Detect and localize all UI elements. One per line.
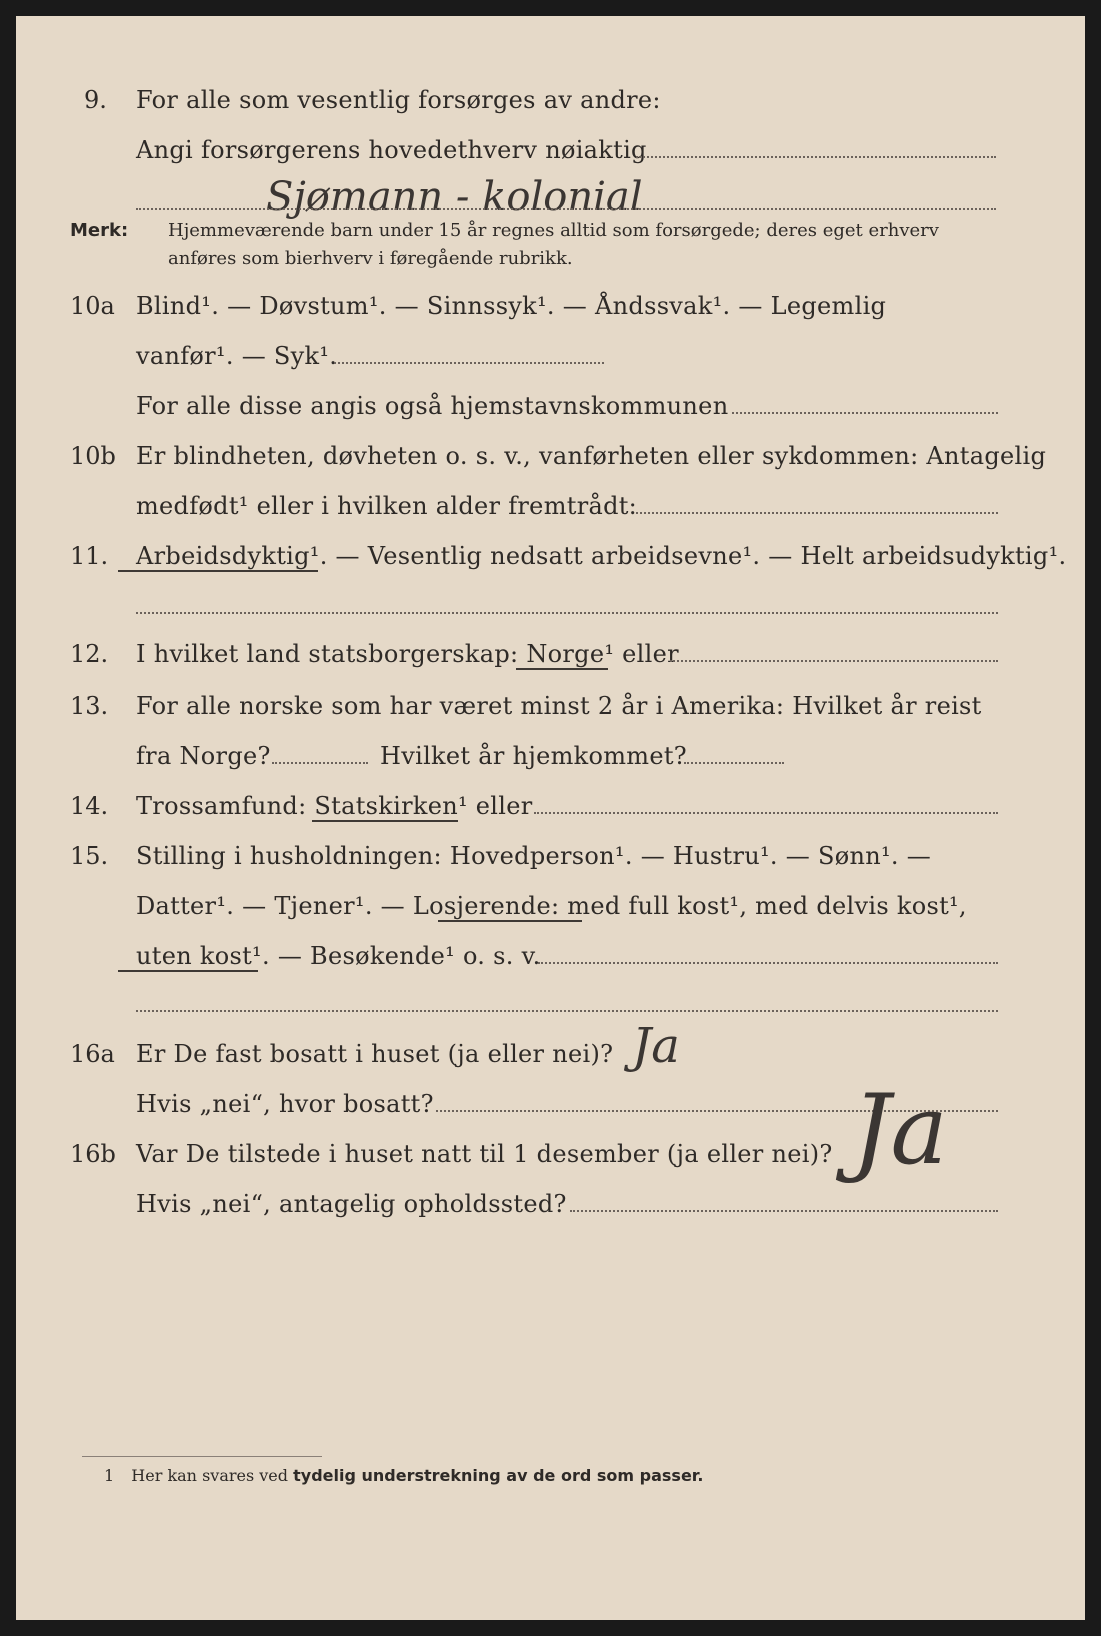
question-9-line-1: For alle som vesentlig forsørges av andre:: [136, 86, 661, 114]
question-13-line-1: For alle norske som har været minst 2 år i Amerika: Hvilket år reist: [136, 692, 982, 720]
question-10a-line-1: Blind¹. — Døvstum¹. — Sinnssyk¹. — Åndssvak¹. — Legemlig: [136, 292, 887, 320]
answer-underline-arbeidsdyktig: [118, 570, 318, 572]
answer-underline-statskirken: [312, 820, 458, 822]
answer-dotted-line: [136, 612, 998, 614]
answer-dotted-line: [538, 962, 998, 964]
footnote-text-regular: Her kan svares ved: [131, 1466, 289, 1485]
note-text-line-1: Hjemmeværende barn under 15 år regnes alltid som forsørgede; deres eget erhverv: [168, 220, 939, 241]
question-16a-line-2: Hvis „nei“, hvor bosatt?: [136, 1090, 434, 1118]
answer-dotted-line: [534, 812, 998, 814]
answer-dotted-line: [732, 412, 998, 414]
handwritten-answer-9: Sjømann - kolonial: [266, 174, 643, 220]
answer-underline-losjerende: [438, 920, 582, 922]
question-16b-line-1: Var De tilstede i huset natt til 1 desember (ja eller nei)?: [136, 1140, 833, 1168]
handwritten-answer-16a: Ja: [632, 1018, 680, 1074]
item-number-16b: 16b: [70, 1140, 116, 1168]
answer-dotted-line: [636, 512, 998, 514]
answer-underline-uten-kost: [118, 970, 258, 972]
item-number-11: 11.: [70, 542, 109, 570]
item-number-13: 13.: [70, 692, 109, 720]
question-13-line-2a: fra Norge?: [136, 742, 271, 770]
item-number-9: 9.: [84, 86, 107, 114]
question-9-line-2: Angi forsørgerens hovedethverv nøiaktig: [136, 136, 647, 164]
note-text-line-2: anføres som bierhverv i føregående rubrikk.: [168, 248, 573, 269]
answer-dotted-line: [136, 1010, 998, 1012]
answer-dotted-line: [684, 762, 784, 764]
question-15-line-3: uten kost¹. — Besøkende¹ o. s. v.: [136, 942, 541, 970]
answer-dotted-line: [670, 660, 998, 662]
question-15-line-2: Datter¹. — Tjener¹. — Losjerende: med full kost¹, med delvis kost¹,: [136, 892, 967, 920]
footnote-divider: [82, 1456, 322, 1457]
footnote-text-bold: tydelig understrekning av de ord som passer.: [293, 1466, 704, 1485]
answer-dotted-line: [272, 762, 368, 764]
answer-dotted-line: [570, 1210, 998, 1212]
item-number-16a: 16a: [70, 1040, 115, 1068]
answer-dotted-line: [636, 156, 996, 158]
answer-dotted-line: [334, 362, 604, 364]
question-16b-line-2: Hvis „nei“, antagelig opholdssted?: [136, 1190, 567, 1218]
footnote-mark: 1: [104, 1466, 115, 1485]
footnote: [104, 1466, 703, 1485]
item-number-12: 12.: [70, 640, 109, 668]
question-10a-line-3: For alle disse angis også hjemstavnskommunen: [136, 392, 729, 420]
question-16a-line-1: Er De fast bosatt i huset (ja eller nei)?: [136, 1040, 614, 1068]
question-13-line-2b: Hvilket år hjemkommet?: [380, 742, 687, 770]
item-number-10a: 10a: [70, 292, 115, 320]
census-form-page: [16, 16, 1085, 1620]
question-10b-line-1: Er blindheten, døvheten o. s. v., vanførheten eller sykdommen: Antagelig: [136, 442, 1047, 470]
question-10b-line-2: medfødt¹ eller i hvilken alder fremtrådt:: [136, 492, 638, 520]
item-number-15: 15.: [70, 842, 109, 870]
item-number-10b: 10b: [70, 442, 116, 470]
note-label: Merk:: [70, 220, 129, 241]
answer-underline-norge: [516, 668, 608, 670]
handwritten-answer-16b: Ja: [852, 1074, 948, 1186]
question-14: Trossamfund: Statskirken¹ eller: [136, 792, 533, 820]
question-12: I hvilket land statsborgerskap: Norge¹ eller: [136, 640, 679, 668]
question-11: Arbeidsdyktig¹. — Vesentlig nedsatt arbeidsevne¹. — Helt arbeidsudyktig¹.: [136, 542, 1067, 570]
question-15-line-1: Stilling i husholdningen: Hovedperson¹. — Hustru¹. — Sønn¹. —: [136, 842, 932, 870]
item-number-14: 14.: [70, 792, 109, 820]
answer-dotted-line: [136, 208, 996, 210]
question-10a-line-2: vanfør¹. — Syk¹.: [136, 342, 338, 370]
